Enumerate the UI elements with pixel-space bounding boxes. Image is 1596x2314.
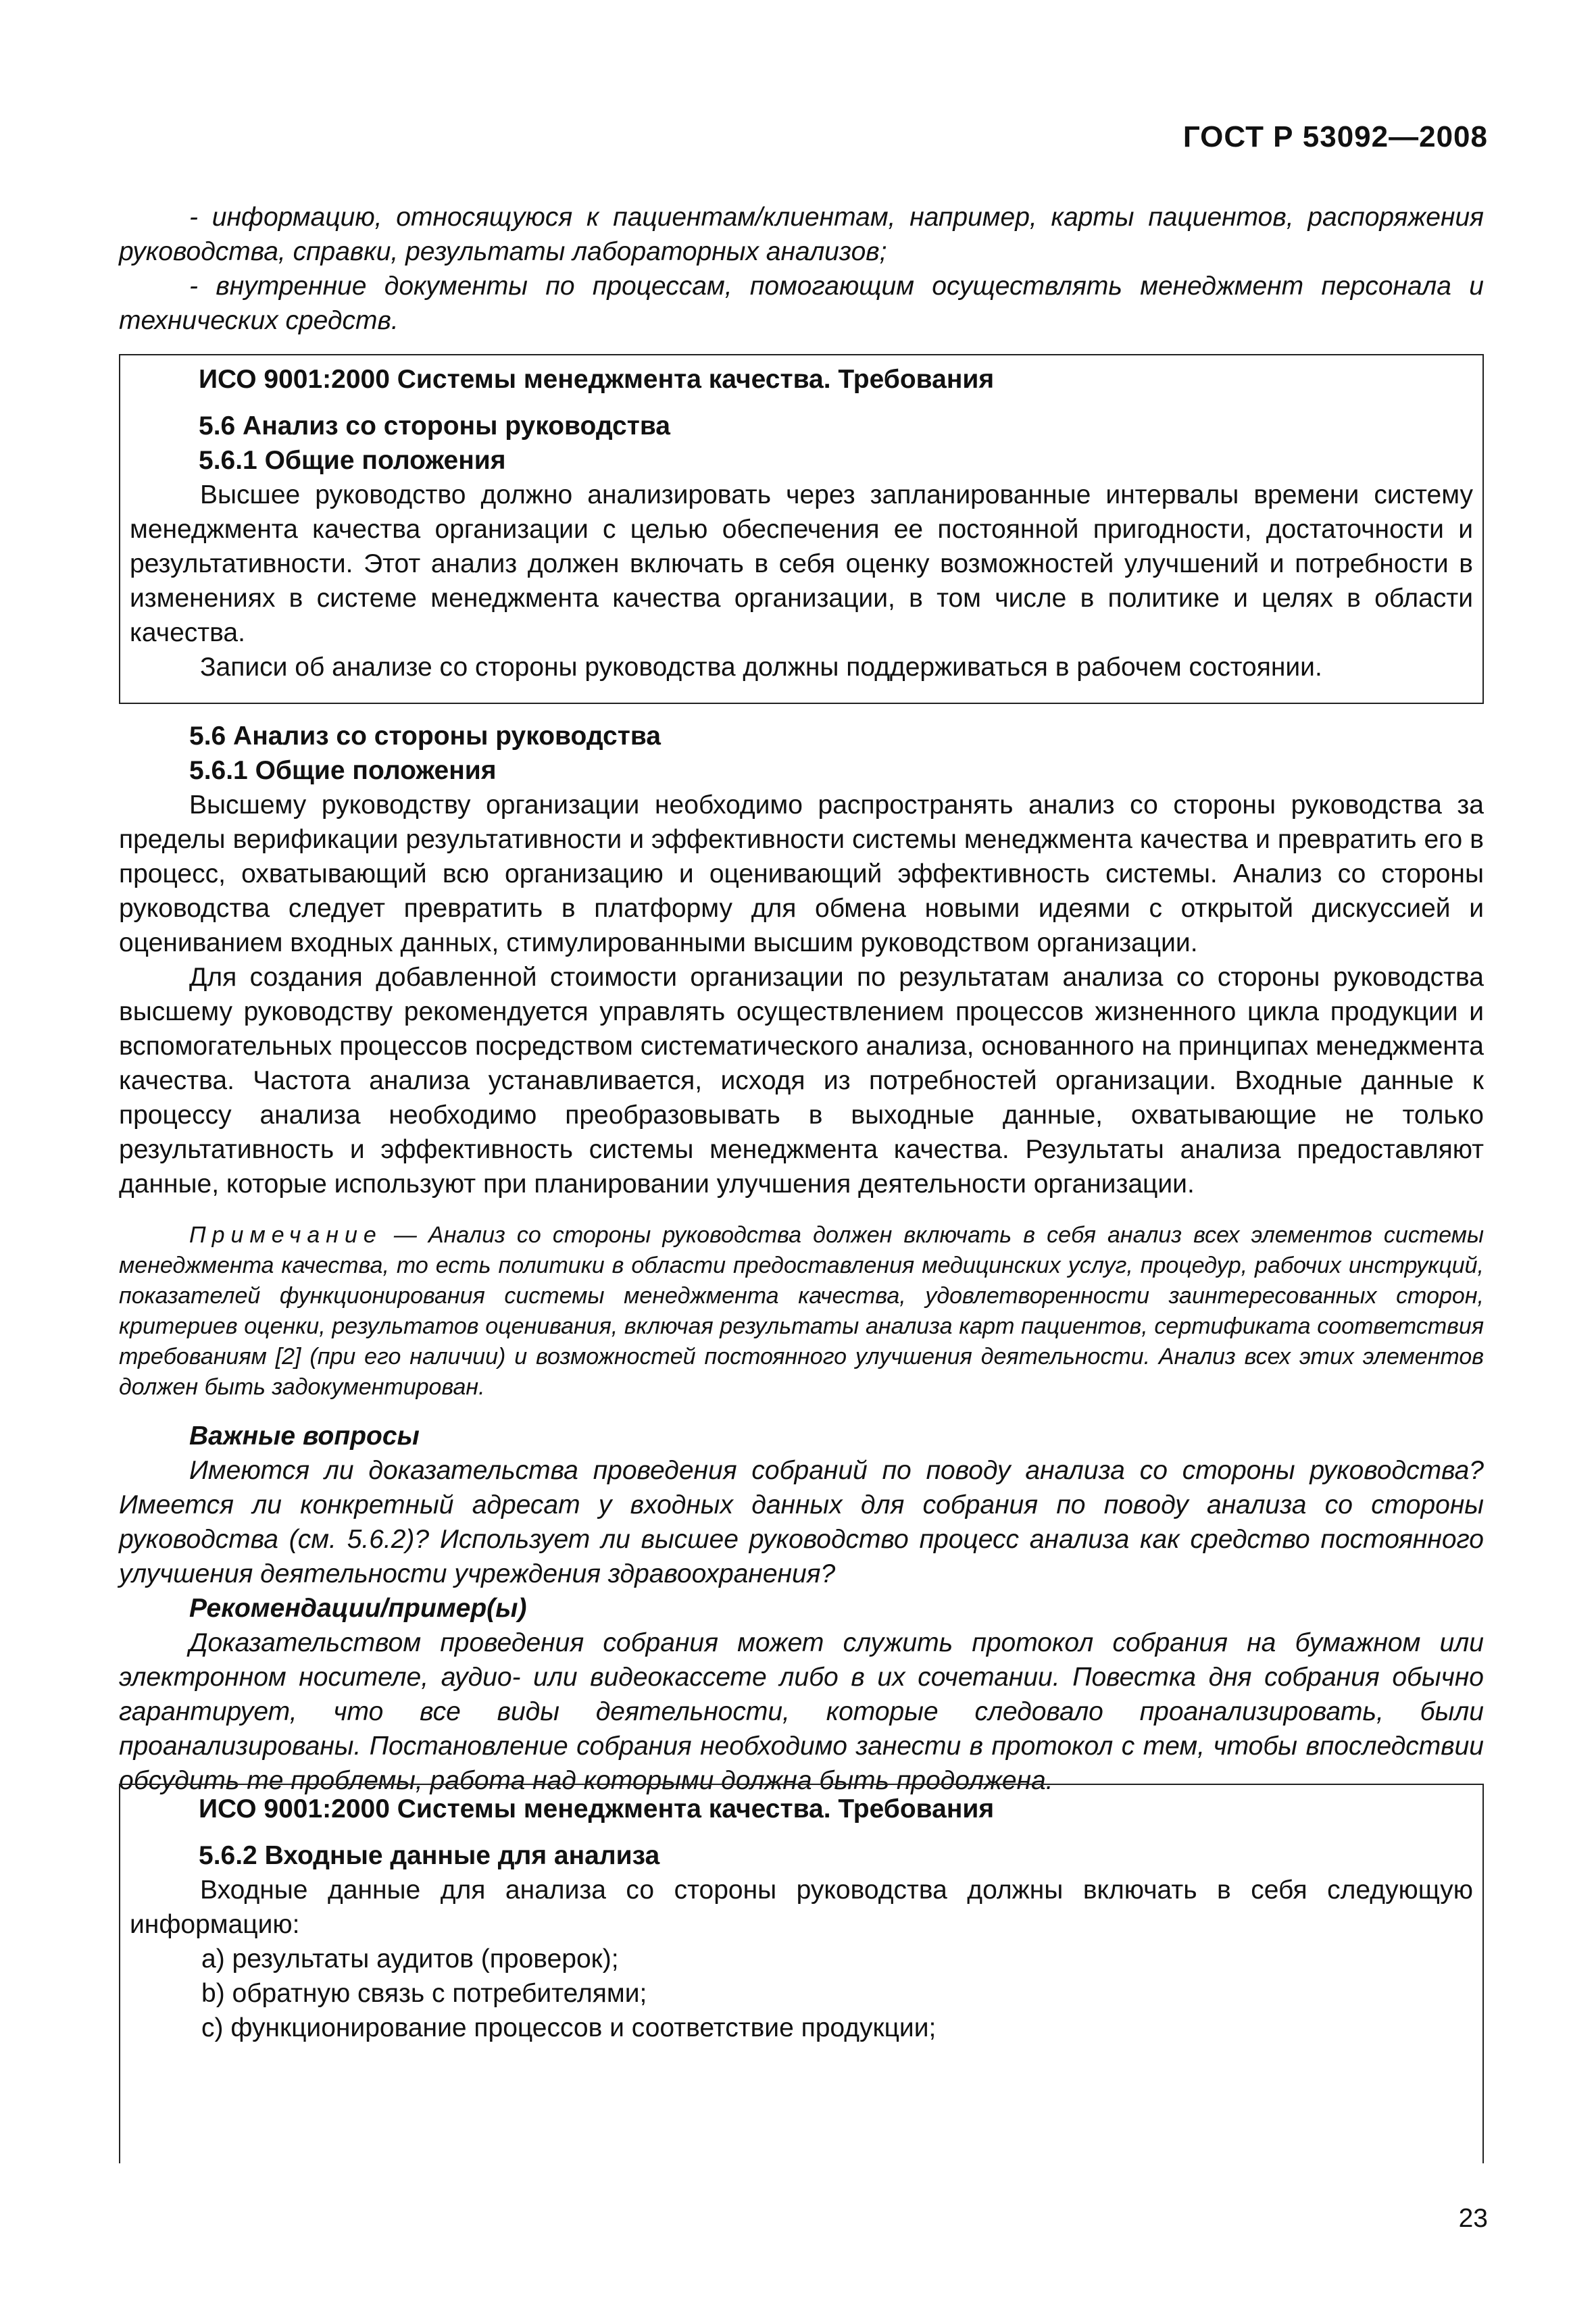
box-subsection-heading: 5.6.2 Входные данные для анализа bbox=[199, 1841, 660, 1870]
questions-text: Имеются ли доказательства проведения собраний по поводу анализа со стороны руководства? Имеется ли конкретный адресат у входных данных для собрания по поводу анализа со стороны руководства (см. 5.6.2)? Использует ли высшее руководство процесс анализа как средство постоянного улучшения деятельности учреждения здравоохранения? bbox=[119, 1456, 1484, 1588]
list-item: b) обратную связь с потребителями; bbox=[201, 1979, 647, 2008]
document-id: ГОСТ Р 53092—2008 bbox=[1182, 120, 1488, 153]
iso-requirement-box bbox=[119, 354, 1484, 704]
page-number: 23 bbox=[1458, 2204, 1488, 2233]
box-subsection-heading: 5.6.1 Общие положения bbox=[199, 446, 506, 475]
box-paragraph: Высшее руководство должно анализировать через запланированные интервалы времени систему менеджмента качества организации с целью обеспечения ее постоянной пригодности, достаточности и результативности. Этот анализ должен включать в себя оценку возможностей улучшений и потребности в изменениях в системе менеджмента качества организации, в том числе в политике и целях в области качества. bbox=[130, 480, 1473, 647]
note-text: — Анализ со стороны руководства должен включать в себя анализ всех элементов системы менеджмента качества, то есть политики в области предоставления медицинских услуг, процедур, рабочих инструкций, показателей функционирования системы менеджмента качества, удовлетворенности заинтересованных сторон, критериев оценки, результатов оценивания, включая результаты анализа карт пациентов, сертификата соответствия требованиям [2] (при его наличии) и возможностей постоянного улучшения деятельности. Анализ всех этих элементов должен быть задокументирован. bbox=[119, 1222, 1484, 1400]
section-heading: 5.6 Анализ со стороны руководства bbox=[189, 722, 662, 751]
box-paragraph: Входные данные для анализа со стороны руководства должны включать в себя следующую информацию: bbox=[130, 1876, 1473, 1939]
section-paragraph: Высшему руководству организации необходимо распространять анализ со стороны руководства за пределы верификации результативности и эффективности системы менеджмента качества и превратить его в процесс, охватывающий всю организацию и оценивающий эффективность системы. Анализ со стороны руководства следует превратить в платформу для обмена новыми идеями с открытой дискуссией и оцениванием входных данных, стимулированными высшим руководством организации. bbox=[119, 790, 1484, 957]
subsection-heading: 5.6.1 Общие положения bbox=[189, 756, 497, 785]
iso-requirement-box bbox=[119, 1784, 1484, 2163]
recommendations-text: Доказательством проведения собрания может служить протокол собрания на бумажном или электронном носителе, аудио- или видеокассете либо в их сочетании. Повестка дня собрания обычно гарантирует, что все виды деятельности, которые следовало проанализировать, были проанализированы. Постановление собрания необходимо занести в протокол с тем, чтобы впоследствии обсудить те проблемы, работа над которыми должна быть продолжена. bbox=[119, 1628, 1484, 1795]
guidance-section bbox=[119, 719, 1484, 1798]
box-paragraph: Записи об анализе со стороны руководства должны поддерживаться в рабочем состоянии. bbox=[200, 653, 1322, 682]
intro-item: - информацию, относящуюся к пациентам/клиентам, например, карты пациентов, распоряжения руководства, справки, результаты лабораторных анализов; bbox=[119, 203, 1484, 266]
note bbox=[119, 1220, 1484, 1403]
list-item: с) функционирование процессов и соответствие продукции; bbox=[201, 2013, 937, 2042]
input-list bbox=[130, 1942, 1473, 2045]
note-label: Примечание bbox=[189, 1222, 382, 1248]
box-section-heading: 5.6 Анализ со стороны руководства bbox=[199, 411, 671, 441]
recommendations-heading: Рекомендации/пример(ы) bbox=[189, 1594, 527, 1623]
section-paragraph: Для создания добавленной стоимости организации по результатам анализа со стороны руководства высшему руководству рекомендуется управлять осуществлением процессов жизненного цикла продукции и вспомогательных процессов посредством систематического анализа, основанного на принципах менеджмента качества. Частота анализа устанавливается, исходя из потребностей организации. Входные данные к процессу анализа необходимо преобразовывать в выходные данные, охватывающие не только результативность и эффективность системы менеджмента качества. Результаты анализа предоставляют данные, которые используют при планировании улучшения деятельности организации. bbox=[119, 963, 1484, 1199]
intro-list bbox=[119, 200, 1484, 338]
list-item: а) результаты аудитов (проверок); bbox=[201, 1944, 619, 1973]
box-title: ИСО 9001:2000 Системы менеджмента качества. Требования bbox=[199, 365, 995, 394]
intro-item: - внутренние документы по процессам, помогающим осуществлять менеджмент персонала и технических средств. bbox=[119, 272, 1484, 335]
box-title: ИСО 9001:2000 Системы менеджмента качества. Требования bbox=[199, 1794, 995, 1823]
questions-heading: Важные вопросы bbox=[189, 1422, 420, 1451]
